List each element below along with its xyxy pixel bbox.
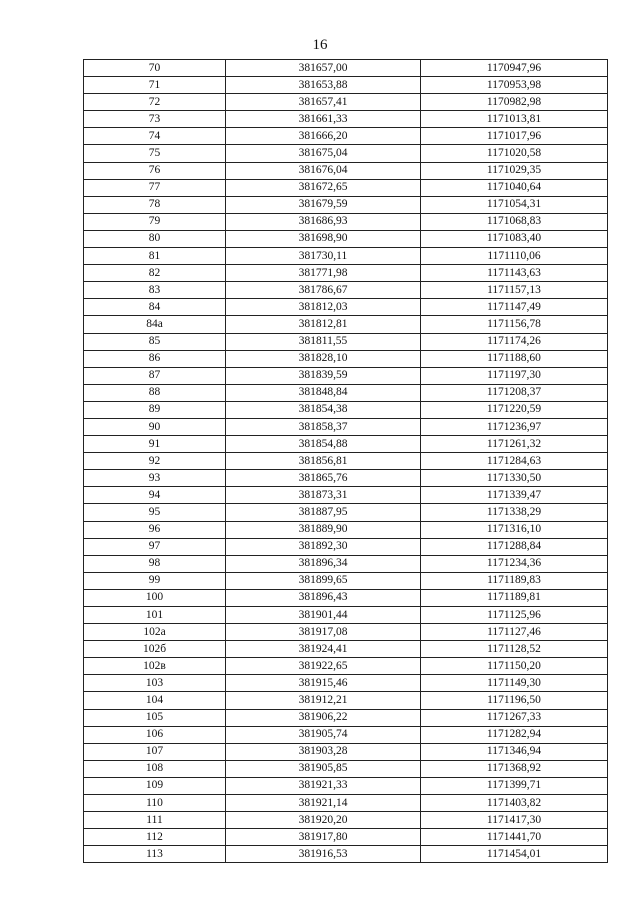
y-coordinate-cell: 1171339,47 (421, 487, 608, 504)
point-number-cell: 94 (84, 487, 226, 504)
table-row (84, 487, 608, 504)
x-coordinate-cell: 381686,93 (226, 213, 421, 230)
point-number-cell: 78 (84, 196, 226, 213)
y-coordinate-cell: 1171261,32 (421, 436, 608, 453)
point-number-cell: 73 (84, 111, 226, 128)
y-coordinate-cell: 1171399,71 (421, 777, 608, 794)
y-coordinate-cell: 1171068,83 (421, 213, 608, 230)
point-number-cell: 107 (84, 743, 226, 760)
table-row (84, 777, 608, 794)
table-row (84, 846, 608, 863)
x-coordinate-cell: 381771,98 (226, 265, 421, 282)
point-number-cell: 87 (84, 367, 226, 384)
y-coordinate-cell: 1170947,96 (421, 60, 608, 77)
x-coordinate-cell: 381899,65 (226, 572, 421, 589)
point-number-cell: 102б (84, 641, 226, 658)
x-coordinate-cell: 381657,00 (226, 60, 421, 77)
table-row (84, 521, 608, 538)
table-row (84, 743, 608, 760)
point-number-cell: 81 (84, 248, 226, 265)
y-coordinate-cell: 1171454,01 (421, 846, 608, 863)
y-coordinate-cell: 1171236,97 (421, 418, 608, 435)
y-coordinate-cell: 1171127,46 (421, 624, 608, 641)
y-coordinate-cell: 1171174,26 (421, 333, 608, 350)
page-number: 16 (312, 37, 328, 53)
x-coordinate-cell: 381892,30 (226, 538, 421, 555)
x-coordinate-cell: 381905,74 (226, 726, 421, 743)
y-coordinate-cell: 1170953,98 (421, 77, 608, 94)
point-number-cell: 89 (84, 401, 226, 418)
y-coordinate-cell: 1171013,81 (421, 111, 608, 128)
table-row (84, 504, 608, 521)
point-number-cell: 96 (84, 521, 226, 538)
y-coordinate-cell: 1171403,82 (421, 795, 608, 812)
point-number-cell: 99 (84, 572, 226, 589)
table-row (84, 162, 608, 179)
y-coordinate-cell: 1171157,13 (421, 282, 608, 299)
point-number-cell: 90 (84, 418, 226, 435)
table-row (84, 196, 608, 213)
coordinates-table (83, 59, 608, 863)
point-number-cell: 71 (84, 77, 226, 94)
x-coordinate-cell: 381887,95 (226, 504, 421, 521)
table-row (84, 265, 608, 282)
table-row (84, 726, 608, 743)
table-row (84, 572, 608, 589)
x-coordinate-cell: 381672,65 (226, 179, 421, 196)
y-coordinate-cell: 1171338,29 (421, 504, 608, 521)
point-number-cell: 113 (84, 846, 226, 863)
point-number-cell: 79 (84, 213, 226, 230)
x-coordinate-cell: 381811,55 (226, 333, 421, 350)
point-number-cell: 108 (84, 760, 226, 777)
y-coordinate-cell: 1171156,78 (421, 316, 608, 333)
y-coordinate-cell: 1171316,10 (421, 521, 608, 538)
table-row (84, 795, 608, 812)
y-coordinate-cell: 1171346,94 (421, 743, 608, 760)
x-coordinate-cell: 381917,80 (226, 829, 421, 846)
table-row (84, 436, 608, 453)
point-number-cell: 103 (84, 675, 226, 692)
y-coordinate-cell: 1171040,64 (421, 179, 608, 196)
y-coordinate-cell: 1171282,94 (421, 726, 608, 743)
x-coordinate-cell: 381916,53 (226, 846, 421, 863)
table-row (84, 607, 608, 624)
table-row (84, 316, 608, 333)
y-coordinate-cell: 1171417,30 (421, 812, 608, 829)
y-coordinate-cell: 1171208,37 (421, 384, 608, 401)
table-row (84, 829, 608, 846)
x-coordinate-cell: 381730,11 (226, 248, 421, 265)
point-number-cell: 72 (84, 94, 226, 111)
y-coordinate-cell: 1171054,31 (421, 196, 608, 213)
x-coordinate-cell: 381917,08 (226, 624, 421, 641)
table-row (84, 470, 608, 487)
point-number-cell: 77 (84, 179, 226, 196)
y-coordinate-cell: 1171189,81 (421, 589, 608, 606)
point-number-cell: 102а (84, 624, 226, 641)
table-row (84, 624, 608, 641)
y-coordinate-cell: 1171150,20 (421, 658, 608, 675)
y-coordinate-cell: 1171125,96 (421, 607, 608, 624)
coordinates-table-body (84, 60, 608, 863)
table-row (84, 94, 608, 111)
y-coordinate-cell: 1171288,84 (421, 538, 608, 555)
point-number-cell: 74 (84, 128, 226, 145)
x-coordinate-cell: 381856,81 (226, 453, 421, 470)
x-coordinate-cell: 381786,67 (226, 282, 421, 299)
point-number-cell: 82 (84, 265, 226, 282)
x-coordinate-cell: 381924,41 (226, 641, 421, 658)
point-number-cell: 109 (84, 777, 226, 794)
table-row (84, 60, 608, 77)
x-coordinate-cell: 381828,10 (226, 350, 421, 367)
point-number-cell: 93 (84, 470, 226, 487)
x-coordinate-cell: 381896,43 (226, 589, 421, 606)
point-number-cell: 88 (84, 384, 226, 401)
y-coordinate-cell: 1171017,96 (421, 128, 608, 145)
point-number-cell: 70 (84, 60, 226, 77)
x-coordinate-cell: 381666,20 (226, 128, 421, 145)
x-coordinate-cell: 381903,28 (226, 743, 421, 760)
y-coordinate-cell: 1171149,30 (421, 675, 608, 692)
y-coordinate-cell: 1171196,50 (421, 692, 608, 709)
table-row (84, 401, 608, 418)
table-row (84, 282, 608, 299)
point-number-cell: 85 (84, 333, 226, 350)
x-coordinate-cell: 381905,85 (226, 760, 421, 777)
x-coordinate-cell: 381848,84 (226, 384, 421, 401)
table-row (84, 248, 608, 265)
y-coordinate-cell: 1171197,30 (421, 367, 608, 384)
table-row (84, 709, 608, 726)
point-number-cell: 91 (84, 436, 226, 453)
x-coordinate-cell: 381921,33 (226, 777, 421, 794)
point-number-cell: 86 (84, 350, 226, 367)
table-row (84, 230, 608, 247)
x-coordinate-cell: 381915,46 (226, 675, 421, 692)
table-row (84, 179, 608, 196)
point-number-cell: 80 (84, 230, 226, 247)
point-number-cell: 92 (84, 453, 226, 470)
point-number-cell: 106 (84, 726, 226, 743)
x-coordinate-cell: 381865,76 (226, 470, 421, 487)
x-coordinate-cell: 381912,21 (226, 692, 421, 709)
point-number-cell: 98 (84, 555, 226, 572)
y-coordinate-cell: 1171234,36 (421, 555, 608, 572)
point-number-cell: 84а (84, 316, 226, 333)
table-row (84, 692, 608, 709)
x-coordinate-cell: 381901,44 (226, 607, 421, 624)
point-number-cell: 97 (84, 538, 226, 555)
point-number-cell: 95 (84, 504, 226, 521)
y-coordinate-cell: 1171189,83 (421, 572, 608, 589)
table-row (84, 213, 608, 230)
x-coordinate-cell: 381675,04 (226, 145, 421, 162)
table-row (84, 77, 608, 94)
y-coordinate-cell: 1171128,52 (421, 641, 608, 658)
y-coordinate-cell: 1171220,59 (421, 401, 608, 418)
point-number-cell: 75 (84, 145, 226, 162)
table-row (84, 555, 608, 572)
y-coordinate-cell: 1171284,63 (421, 453, 608, 470)
y-coordinate-cell: 1171267,33 (421, 709, 608, 726)
x-coordinate-cell: 381839,59 (226, 367, 421, 384)
x-coordinate-cell: 381889,90 (226, 521, 421, 538)
x-coordinate-cell: 381657,41 (226, 94, 421, 111)
x-coordinate-cell: 381679,59 (226, 196, 421, 213)
table-row (84, 145, 608, 162)
table-row (84, 384, 608, 401)
x-coordinate-cell: 381854,38 (226, 401, 421, 418)
table-row (84, 299, 608, 316)
table-row (84, 760, 608, 777)
point-number-cell: 84 (84, 299, 226, 316)
point-number-cell: 100 (84, 589, 226, 606)
table-row (84, 658, 608, 675)
table-row (84, 675, 608, 692)
y-coordinate-cell: 1171110,06 (421, 248, 608, 265)
y-coordinate-cell: 1170982,98 (421, 94, 608, 111)
y-coordinate-cell: 1171083,40 (421, 230, 608, 247)
table-row (84, 589, 608, 606)
point-number-cell: 83 (84, 282, 226, 299)
table-row (84, 453, 608, 470)
table-row (84, 812, 608, 829)
x-coordinate-cell: 381873,31 (226, 487, 421, 504)
point-number-cell: 111 (84, 812, 226, 829)
y-coordinate-cell: 1171188,60 (421, 350, 608, 367)
x-coordinate-cell: 381661,33 (226, 111, 421, 128)
y-coordinate-cell: 1171029,35 (421, 162, 608, 179)
point-number-cell: 104 (84, 692, 226, 709)
x-coordinate-cell: 381920,20 (226, 812, 421, 829)
x-coordinate-cell: 381921,14 (226, 795, 421, 812)
point-number-cell: 110 (84, 795, 226, 812)
x-coordinate-cell: 381896,34 (226, 555, 421, 572)
x-coordinate-cell: 381906,22 (226, 709, 421, 726)
x-coordinate-cell: 381698,90 (226, 230, 421, 247)
point-number-cell: 102в (84, 658, 226, 675)
y-coordinate-cell: 1171147,49 (421, 299, 608, 316)
point-number-cell: 112 (84, 829, 226, 846)
x-coordinate-cell: 381922,65 (226, 658, 421, 675)
y-coordinate-cell: 1171441,70 (421, 829, 608, 846)
x-coordinate-cell: 381858,37 (226, 418, 421, 435)
point-number-cell: 101 (84, 607, 226, 624)
x-coordinate-cell: 381676,04 (226, 162, 421, 179)
x-coordinate-cell: 381653,88 (226, 77, 421, 94)
table-row (84, 367, 608, 384)
table-row (84, 111, 608, 128)
table-row (84, 641, 608, 658)
table-row (84, 333, 608, 350)
table-row (84, 538, 608, 555)
x-coordinate-cell: 381812,03 (226, 299, 421, 316)
table-row (84, 128, 608, 145)
y-coordinate-cell: 1171020,58 (421, 145, 608, 162)
y-coordinate-cell: 1171143,63 (421, 265, 608, 282)
table-row (84, 418, 608, 435)
y-coordinate-cell: 1171368,92 (421, 760, 608, 777)
x-coordinate-cell: 381812,81 (226, 316, 421, 333)
x-coordinate-cell: 381854,88 (226, 436, 421, 453)
point-number-cell: 76 (84, 162, 226, 179)
point-number-cell: 105 (84, 709, 226, 726)
table-row (84, 350, 608, 367)
y-coordinate-cell: 1171330,50 (421, 470, 608, 487)
